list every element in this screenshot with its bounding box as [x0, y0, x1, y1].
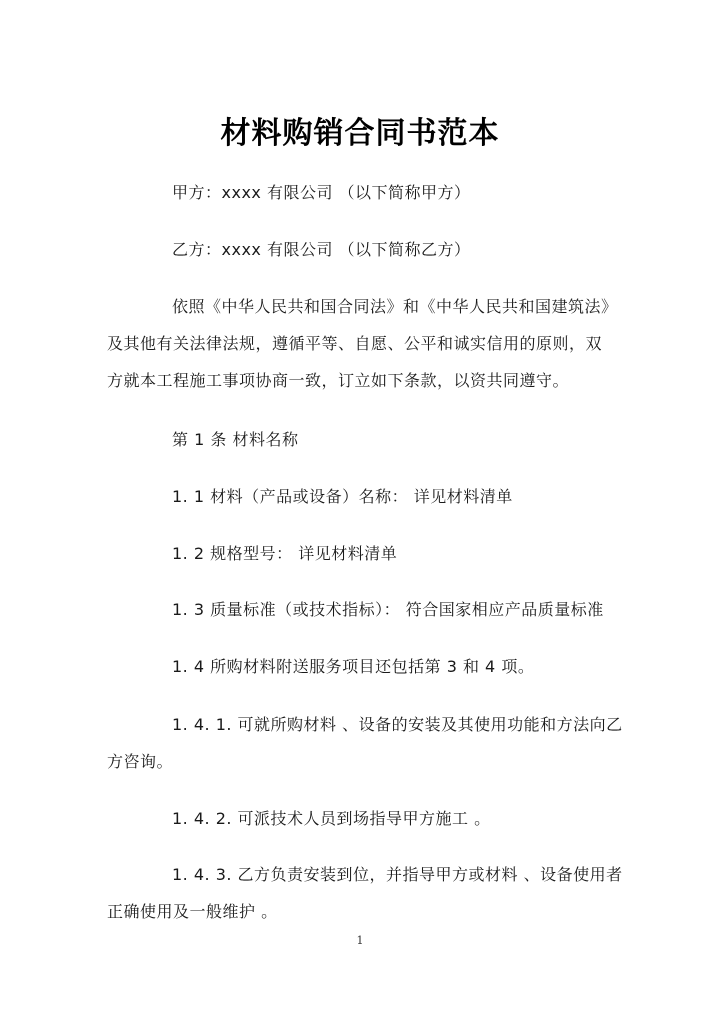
preamble-line-2: 及其他有关法律法规，遵循平等、自愿、公平和诚实信用的原则，双	[107, 334, 603, 353]
article-1-heading: 第 1 条 材料名称	[172, 430, 299, 449]
clause-1-4-1-line-1: 1. 4. 1. 可就所购材料 、设备的安装及其使用功能和方法向乙	[172, 715, 623, 734]
clause-1-4: 1. 4 所购材料附送服务项目还包括第 3 和 4 项。	[172, 657, 535, 676]
clause-1-1: 1. 1 材料（产品或设备）名称： 详见材料清单	[172, 487, 513, 506]
clause-1-2: 1. 2 规格型号： 详见材料清单	[172, 544, 398, 563]
clause-1-4-1-line-2: 方咨询。	[107, 752, 174, 771]
clause-1-4-2: 1. 4. 2. 可派技术人员到场指导甲方施工 。	[172, 809, 491, 828]
page-number: 1	[356, 934, 364, 947]
document-title: 材料购销合同书范本	[220, 116, 500, 151]
preamble-line-3: 方就本工程施工事项协商一致，订立如下条款，以资共同遵守。	[107, 371, 570, 390]
preamble-line-1: 依照《中华人民共和国合同法》和《中华人民共和国建筑法》	[172, 297, 618, 316]
clause-1-3: 1. 3 质量标准（或技术指标）： 符合国家相应产品质量标准	[172, 600, 604, 619]
clause-1-4-3-line-2: 正确使用及一般维护 。	[107, 902, 278, 921]
clause-1-4-3-line-1: 1. 4. 3. 乙方负责安装到位，并指导甲方或材料 、设备使用者	[172, 865, 623, 884]
party-b-line: 乙方：xxxx 有限公司 （以下简称乙方）	[172, 240, 471, 259]
party-a-line: 甲方：xxxx 有限公司 （以下简称甲方）	[172, 183, 471, 202]
